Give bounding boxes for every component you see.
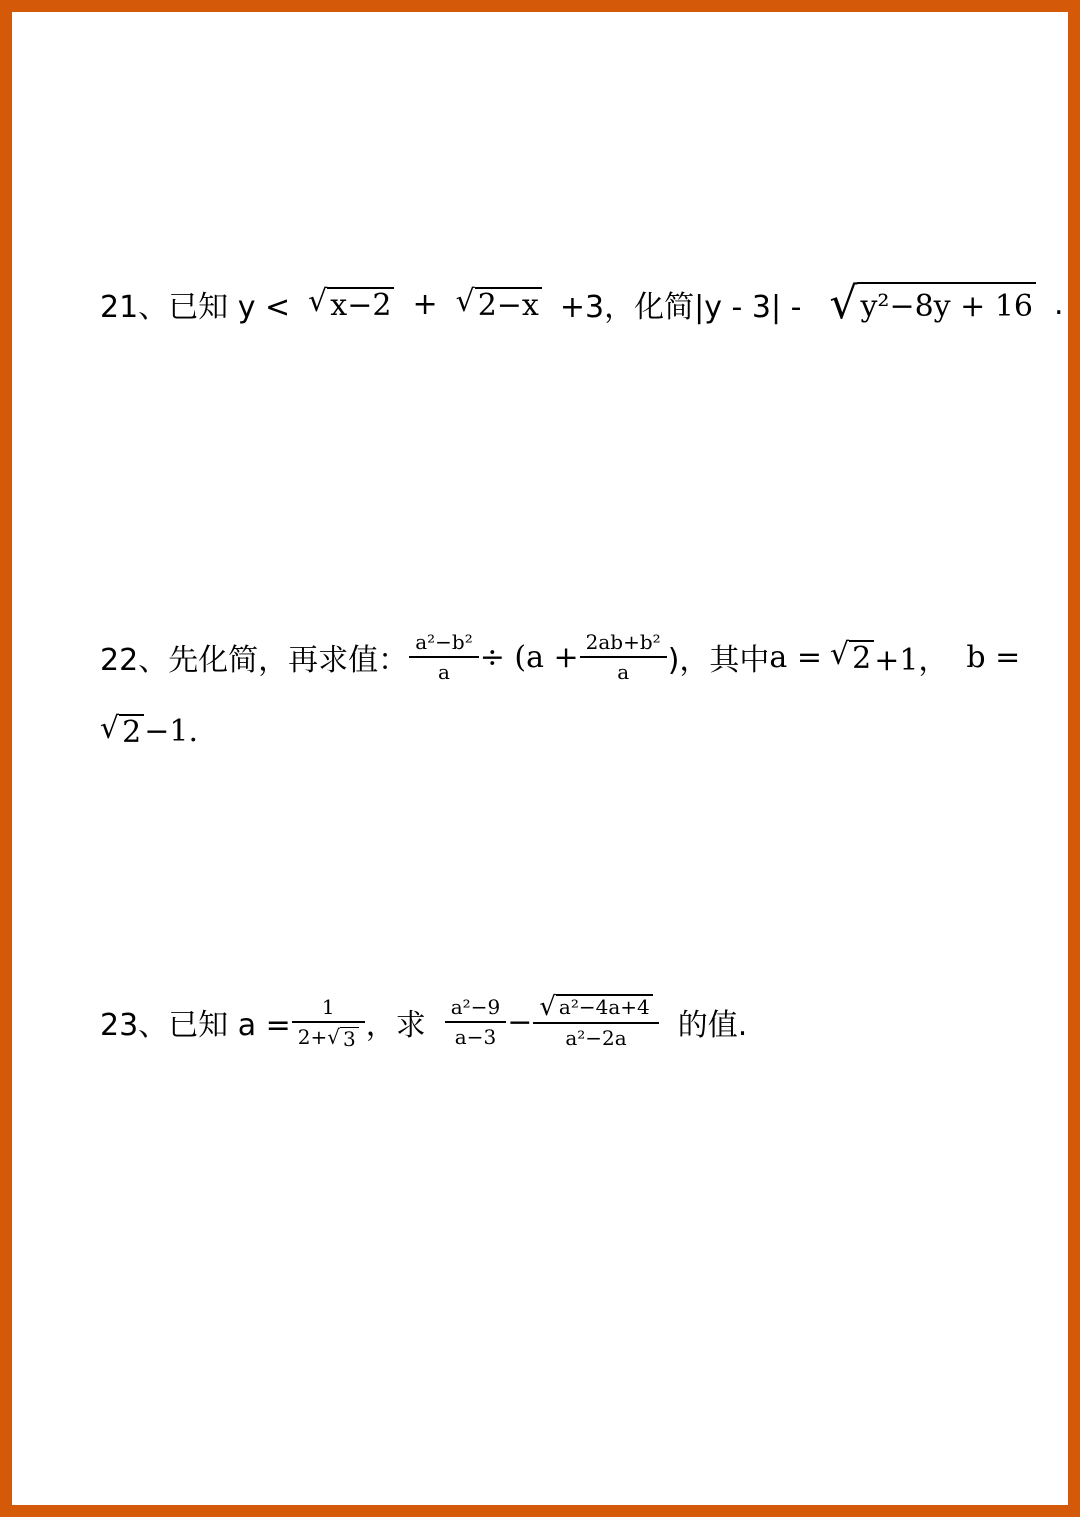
- sqrt-expression: √ 3: [327, 1027, 358, 1050]
- b-equals: b =: [966, 639, 1021, 675]
- worksheet-page: [12, 12, 1068, 1505]
- fraction: $\frac{\text{2ab+b²}}{a}$: [583, 630, 664, 684]
- question-text: 已知 a =: [168, 1008, 291, 1043]
- sqrt-expression: √ y²−8y + 16: [829, 282, 1036, 326]
- constant-term: +3，: [559, 290, 635, 325]
- question-number: 23、: [100, 1008, 169, 1043]
- question-22-continued: [100, 711, 198, 750]
- sqrt-expression: √ x−2: [308, 287, 394, 322]
- a-equals: a =: [769, 639, 822, 675]
- question-text: )，其中: [667, 643, 770, 678]
- sqrt-expression: √ 2: [830, 640, 874, 675]
- b-tail: −1.: [144, 714, 198, 749]
- question-text: 已知 y <: [168, 290, 291, 325]
- fraction-denominator: 2+ √ 3: [292, 1021, 365, 1050]
- comma: ，: [365, 1008, 396, 1043]
- minus-sign: −: [507, 1004, 533, 1040]
- question-text: 的值.: [677, 1008, 748, 1043]
- plus-sign: +: [412, 286, 438, 322]
- question-23: [100, 994, 747, 1050]
- division-expression: ÷ (a +: [479, 639, 579, 675]
- question-number: 21、: [100, 290, 169, 325]
- question-number: 22、: [100, 643, 169, 678]
- question-text: 先化简，再求值：: [168, 643, 409, 678]
- sqrt-expression: √ a²−4a+4: [539, 994, 652, 1020]
- fraction: $\frac{\text{a²−b²}}{a}$: [412, 630, 476, 684]
- question-22: [100, 630, 1020, 684]
- period: .: [1054, 286, 1064, 322]
- fraction: √ a²−4a+4 a²−2a: [536, 994, 655, 1050]
- fraction: 1 2+ √ 3: [295, 995, 362, 1050]
- question-text: 求: [395, 1008, 426, 1043]
- question-21: [100, 278, 1064, 329]
- fraction-numerator: [536, 994, 655, 1022]
- a-tail: +1，: [874, 643, 949, 678]
- question-text: 化简|y - 3| -: [634, 290, 802, 325]
- sqrt-expression: √ 2: [100, 714, 144, 749]
- sqrt-expression: √ 2−x: [456, 287, 542, 322]
- fraction: $\frac{\text{a²−9}}{a-3}$: [448, 995, 503, 1049]
